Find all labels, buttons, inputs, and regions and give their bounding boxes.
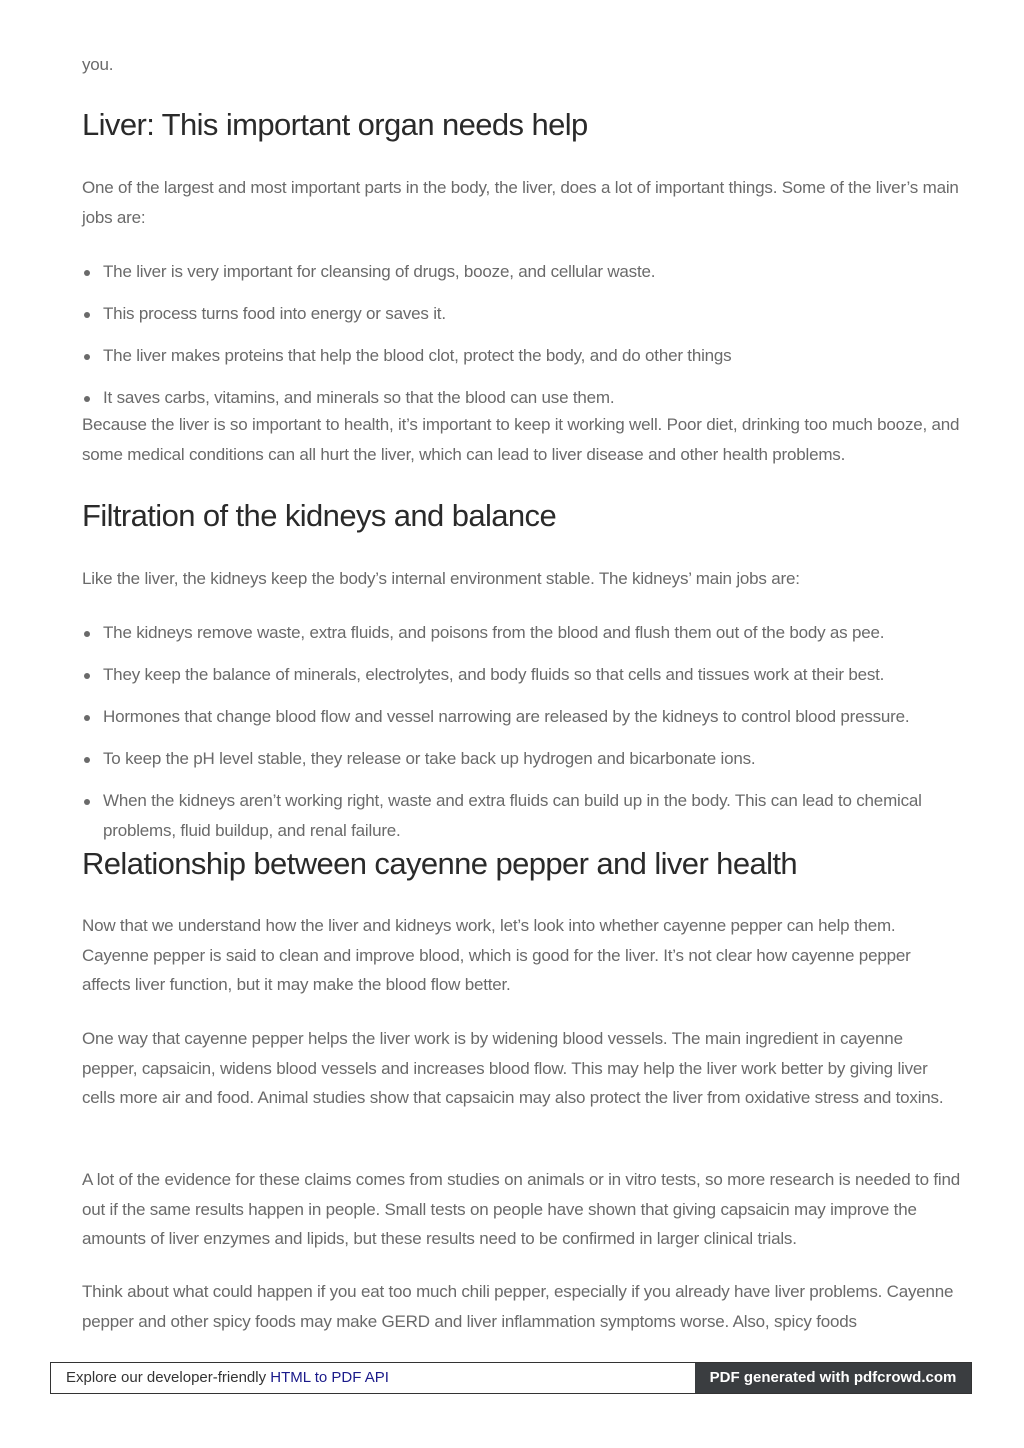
- pdf-footer-banner: [50, 1362, 972, 1394]
- html-to-pdf-api-link[interactable]: HTML to PDF API: [270, 1369, 389, 1386]
- top-fragment: you.: [82, 55, 114, 74]
- cayenne-heading: Relationship between cayenne pepper and liver health: [82, 846, 798, 881]
- footer-prefix: Explore our developer-friendly: [66, 1369, 271, 1386]
- kidneys-heading: Filtration of the kidneys and balance: [82, 498, 557, 533]
- cayenne-paragraph-1: Now that we understand how the liver and kidneys work, let’s look into whether cayenne pepper can help them. Cayenne pepper is said to clean and improve blood, which is good for the liver. It’s not clear how cayenne pepper affects liver function, but it may make the blood flow better.: [82, 916, 911, 994]
- list-item: The kidneys remove waste, extra fluids, and poisons from the blood and flush them out of the body as pee.: [82, 618, 962, 648]
- list-item: Hormones that change blood flow and vessel narrowing are released by the kidneys to control blood pressure.: [82, 702, 962, 732]
- list-item: The liver is very important for cleansing of drugs, booze, and cellular waste.: [82, 257, 962, 287]
- liver-outro: Because the liver is so important to health, it’s important to keep it working well. Poor diet, drinking too much booze, and some medical conditions can all hurt the liver, which can lead to liver disease and other health problems.: [82, 415, 960, 464]
- cayenne-paragraph-4: Think about what could happen if you eat too much chili pepper, especially if you already have liver problems. Cayenne pepper and other spicy foods may make GERD and liver inflammation symptoms worse. Also, spicy foods: [82, 1282, 954, 1331]
- list-item: This process turns food into energy or saves it.: [82, 299, 962, 329]
- list-item: When the kidneys aren’t working right, waste and extra fluids can build up in the body. This can lead to chemical problems, fluid buildup, and renal failure.: [82, 786, 962, 845]
- cayenne-paragraph-3: A lot of the evidence for these claims comes from studies on animals or in vitro tests, so more research is needed to find out if the same results happen in people. Small tests on people have shown that giving capsaicin may improve the amounts of liver enzymes and lipids, but these results need to be confirmed in larger clinical trials.: [82, 1170, 960, 1248]
- kidneys-intro: Like the liver, the kidneys keep the body’s internal environment stable. The kidneys’ main jobs are:: [82, 569, 800, 588]
- liver-intro: One of the largest and most important parts in the body, the liver, does a lot of important things. Some of the liver’s main jobs are:: [82, 178, 959, 227]
- list-item: The liver makes proteins that help the blood clot, protect the body, and do other things: [82, 341, 962, 371]
- list-item: It saves carbs, vitamins, and minerals so that the blood can use them.: [82, 383, 962, 413]
- footer-promo: [51, 1363, 695, 1393]
- liver-heading: Liver: This important organ needs help: [82, 107, 588, 142]
- liver-jobs-list: [82, 257, 962, 413]
- cayenne-paragraph-2: One way that cayenne pepper helps the liver work is by widening blood vessels. The main ingredient in cayenne pepper, capsaicin, widens blood vessels and increases blood flow. This may help the liver work better by giving liver cells more air and food. Animal studies show that capsaicin may also protect the liver from oxidative stress and toxins.: [82, 1029, 944, 1107]
- pdfcrowd-badge[interactable]: PDF generated with pdfcrowd.com: [695, 1363, 971, 1393]
- list-item: They keep the balance of minerals, electrolytes, and body fluids so that cells and tissues work at their best.: [82, 660, 962, 690]
- kidneys-jobs-list: [82, 618, 962, 845]
- list-item: To keep the pH level stable, they release or take back up hydrogen and bicarbonate ions.: [82, 744, 962, 774]
